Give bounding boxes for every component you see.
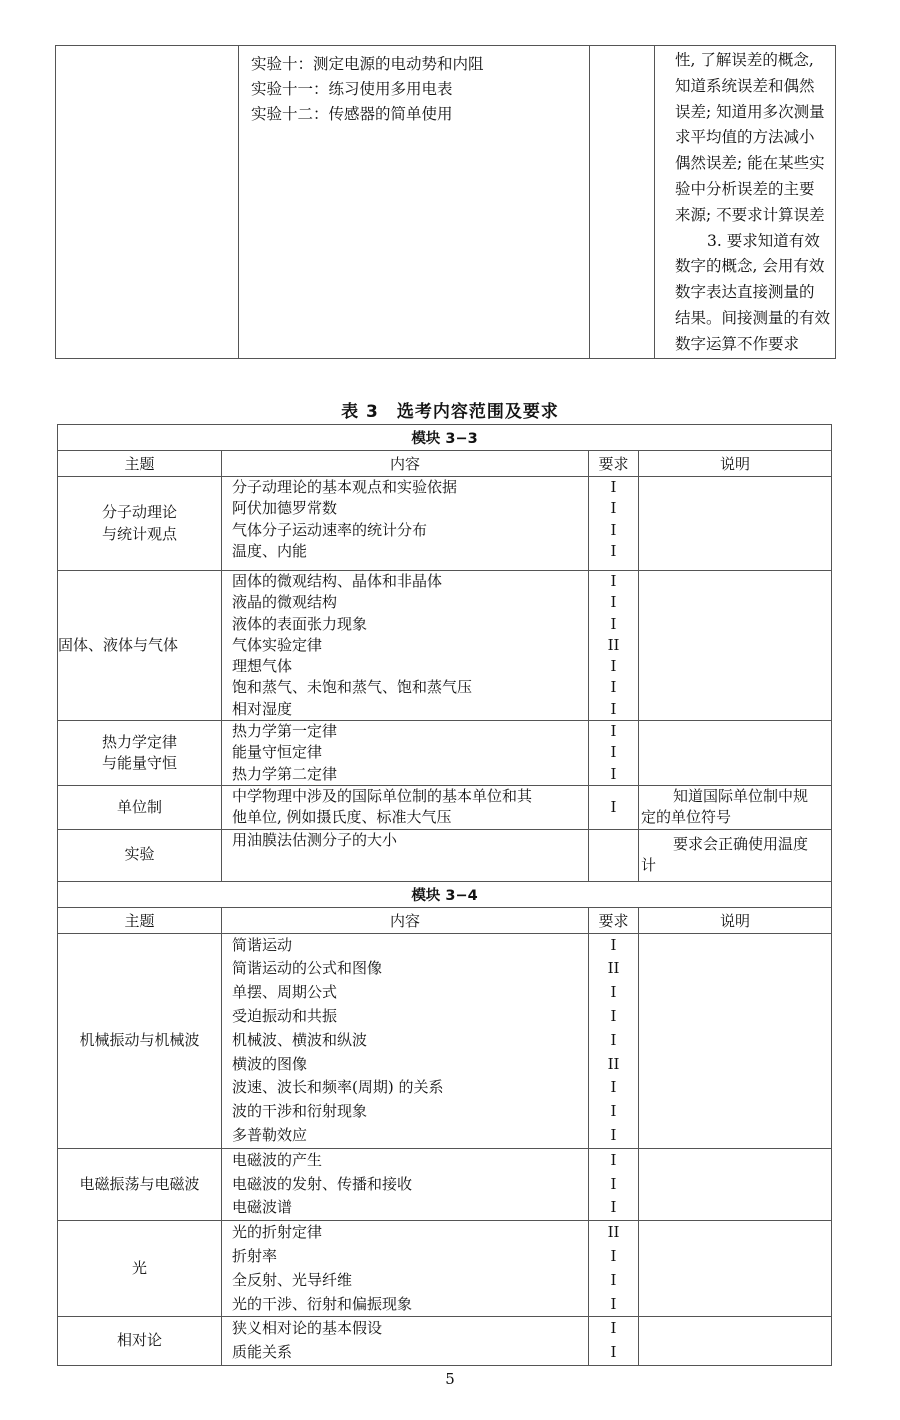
content-cell [222, 1317, 589, 1366]
continuation-table [55, 45, 836, 359]
topic-line: 实验 [124, 845, 155, 864]
note-line: 知道系统误差和偶然 [675, 76, 815, 95]
topic-line: 相对论 [116, 1331, 162, 1350]
req-level: I [610, 1319, 617, 1338]
header-content: 内容 [222, 451, 589, 477]
content-line: 全反射、光导纤维 [232, 1270, 353, 1289]
content-line: 波速、波长和频率(周期) 的关系 [232, 1078, 444, 1097]
req-level: II [607, 1223, 620, 1242]
empty-req-cell [590, 46, 655, 359]
module-title: 模块 3−3 [58, 425, 832, 451]
table-title: 表 3 选考内容范围及要求 [341, 402, 559, 422]
req-level: I [610, 1198, 617, 1217]
content-line: 饱和蒸气、未饱和蒸气、饱和蒸气压 [232, 678, 473, 697]
note-line: 数字运算不作要求 [675, 334, 800, 353]
req-level: I [610, 1270, 617, 1289]
empty-topic-cell [56, 46, 239, 359]
desc-line: 知道国际单位制中规 [673, 787, 809, 806]
header-row [58, 451, 832, 477]
desc-cell [639, 1317, 832, 1366]
module-title: 模块 3−4 [58, 881, 832, 907]
req-level: I [610, 722, 617, 741]
req-cell [589, 477, 639, 571]
page-number: 5 [445, 1370, 455, 1388]
header-row [58, 907, 832, 933]
desc-cell [639, 933, 832, 1148]
topic-line: 热力学定律 [101, 732, 177, 751]
table-row [58, 785, 832, 829]
note-line: 求平均值的方法减小 [675, 128, 815, 147]
content-line: 气体分子运动速率的统计分布 [232, 520, 428, 539]
content-line: 多普勒效应 [232, 1125, 308, 1144]
req-level: I [610, 1174, 617, 1193]
content-line: 分子动理论的基本观点和实验依据 [232, 478, 458, 496]
note-line: 数字的概念, 会用有效 [675, 257, 825, 276]
req-cell [589, 571, 639, 721]
content-line: 用油膜法估测分子的大小 [232, 830, 398, 849]
topic-cell [58, 829, 222, 881]
req-level: I [610, 797, 617, 816]
req-level: I [610, 478, 617, 496]
table-row [58, 1317, 832, 1366]
content-line: 横波的图像 [232, 1054, 308, 1073]
module-3-3 [58, 425, 832, 882]
topic-cell [58, 721, 222, 786]
topic-cell [58, 785, 222, 829]
desc-cell [639, 571, 832, 721]
content-line: 热力学第一定律 [232, 722, 338, 741]
note-line: 3. 要求知道有效 [707, 231, 820, 250]
note-line: 性, 了解误差的概念, [675, 51, 814, 69]
note-line: 偶然误差; 能在某些实 [675, 154, 825, 173]
req-cell [589, 785, 639, 829]
desc-line: 计 [641, 856, 657, 875]
req-level: I [610, 1030, 617, 1049]
note-line: 误差; 知道用多次测量 [675, 102, 825, 121]
content-line: 简谐运动 [232, 935, 293, 954]
table-row [58, 933, 832, 1148]
req-level: I [610, 764, 617, 783]
header-topic: 主题 [58, 451, 222, 477]
header-content: 内容 [222, 907, 589, 933]
desc-cell [639, 477, 832, 571]
content-line: 机械波、横波和纵波 [232, 1030, 368, 1049]
req-level: I [610, 520, 617, 539]
elective-content-table [57, 424, 832, 1366]
content-line: 温度、内能 [232, 541, 308, 560]
req-level: I [610, 1102, 617, 1121]
req-level: I [610, 614, 617, 633]
req-cell [589, 1317, 639, 1366]
req-level: I [610, 1246, 617, 1265]
desc-cell [639, 1148, 832, 1220]
req-level: I [610, 1078, 617, 1097]
experiments-cell [239, 46, 590, 359]
content-line: 理想气体 [232, 657, 293, 676]
content-line: 热力学第二定律 [232, 764, 338, 783]
topic-line: 与能量守恒 [101, 754, 177, 773]
content-line: 质能关系 [232, 1343, 293, 1362]
req-level: II [607, 959, 620, 978]
table-row [58, 721, 832, 786]
header-req: 要求 [589, 451, 639, 477]
table-row [58, 1221, 832, 1317]
table-row [58, 829, 832, 881]
content-line: 他单位, 例如摄氏度、标准大气压 [232, 808, 452, 827]
req-cell [589, 933, 639, 1148]
header-desc: 说明 [639, 907, 832, 933]
req-level: II [607, 1054, 620, 1073]
content-line: 光的折射定律 [232, 1223, 323, 1242]
req-level: I [610, 1125, 617, 1144]
content-cell [222, 933, 589, 1148]
req-level: I [610, 1006, 617, 1025]
desc-cell [639, 721, 832, 786]
req-level: I [610, 743, 617, 762]
note-line: 数字表达直接测量的 [675, 283, 815, 302]
req-cell [589, 1221, 639, 1317]
req-cell [589, 829, 639, 881]
req-level: I [610, 935, 617, 954]
content-line: 固体的微观结构、晶体和非晶体 [232, 572, 443, 590]
module-3-4 [58, 881, 832, 1365]
req-level: I [610, 593, 617, 612]
header-desc: 说明 [639, 451, 832, 477]
content-line: 电磁波的产生 [232, 1150, 323, 1169]
content-line: 光的干涉、衍射和偏振现象 [232, 1294, 413, 1313]
topic-cell [58, 1221, 222, 1317]
topic-line: 单位制 [116, 797, 162, 816]
note-line: 结果。间接测量的有效 [675, 308, 831, 327]
req-level: I [610, 983, 617, 1002]
table-row [58, 1148, 832, 1220]
header-req: 要求 [589, 907, 639, 933]
content-cell [222, 1221, 589, 1317]
content-line: 相对湿度 [232, 699, 293, 718]
content-cell [222, 1148, 589, 1220]
req-level: I [610, 657, 617, 676]
topic-line: 光 [131, 1258, 147, 1277]
content-cell [222, 571, 589, 721]
content-line: 波的干涉和衍射现象 [232, 1102, 368, 1121]
content-line: 中学物理中涉及的国际单位制的基本单位和其 [232, 786, 533, 805]
req-level: I [610, 1294, 617, 1313]
desc-cell [639, 829, 832, 881]
note-cell [655, 46, 836, 359]
topic-cell [58, 933, 222, 1148]
table-row [58, 571, 832, 721]
content-cell [222, 477, 589, 571]
req-level: I [610, 541, 617, 560]
content-line: 电磁波谱 [232, 1198, 293, 1217]
experiment-line: 实验十：测定电源的电动势和内阻 [251, 55, 484, 73]
desc-line: 要求会正确使用温度 [673, 835, 809, 854]
topic-cell [58, 1148, 222, 1220]
content-cell [222, 785, 589, 829]
content-line: 受迫振动和共振 [232, 1006, 338, 1025]
content-line: 能量守恒定律 [232, 743, 323, 762]
desc-line: 定的单位符号 [641, 808, 732, 827]
desc-cell [639, 1221, 832, 1317]
content-line: 狭义相对论的基本假设 [232, 1319, 383, 1338]
req-level: I [610, 678, 617, 697]
content-line: 单摆、周期公式 [232, 983, 338, 1002]
note-line: 验中分析误差的主要 [675, 179, 815, 198]
table-row [58, 477, 832, 571]
req-level: II [607, 635, 620, 654]
content-line: 阿伏加德罗常数 [232, 499, 338, 518]
content-line: 气体实验定律 [232, 635, 323, 654]
content-line: 液晶的微观结构 [232, 593, 338, 612]
req-cell [589, 1148, 639, 1220]
content-cell [222, 721, 589, 786]
req-cell [589, 721, 639, 786]
topic-cell [58, 571, 222, 721]
req-level: I [610, 499, 617, 518]
content-line: 电磁波的发射、传播和接收 [232, 1174, 413, 1193]
topic-cell [58, 1317, 222, 1366]
content-line: 液体的表面张力现象 [232, 614, 368, 633]
req-level: I [610, 1343, 617, 1362]
topic-line: 固体、液体与气体 [58, 635, 179, 654]
topic-cell [58, 477, 222, 571]
topic-line: 分子动理论 [101, 503, 177, 522]
content-line: 简谐运动的公式和图像 [232, 959, 383, 978]
req-level: I [610, 699, 617, 718]
content-line: 折射率 [232, 1246, 278, 1265]
req-level: I [610, 572, 617, 590]
topic-line: 机械振动与机械波 [79, 1030, 200, 1049]
topic-line: 与统计观点 [101, 524, 177, 543]
content-cell [222, 829, 589, 881]
header-topic: 主题 [58, 907, 222, 933]
experiment-line: 实验十一：练习使用多用电表 [251, 80, 453, 98]
desc-cell [639, 785, 832, 829]
experiment-line: 实验十二：传感器的简单使用 [251, 105, 453, 123]
note-line: 来源; 不要求计算误差 [675, 205, 825, 224]
topic-line: 电磁振荡与电磁波 [79, 1174, 200, 1193]
req-level: I [610, 1150, 617, 1169]
